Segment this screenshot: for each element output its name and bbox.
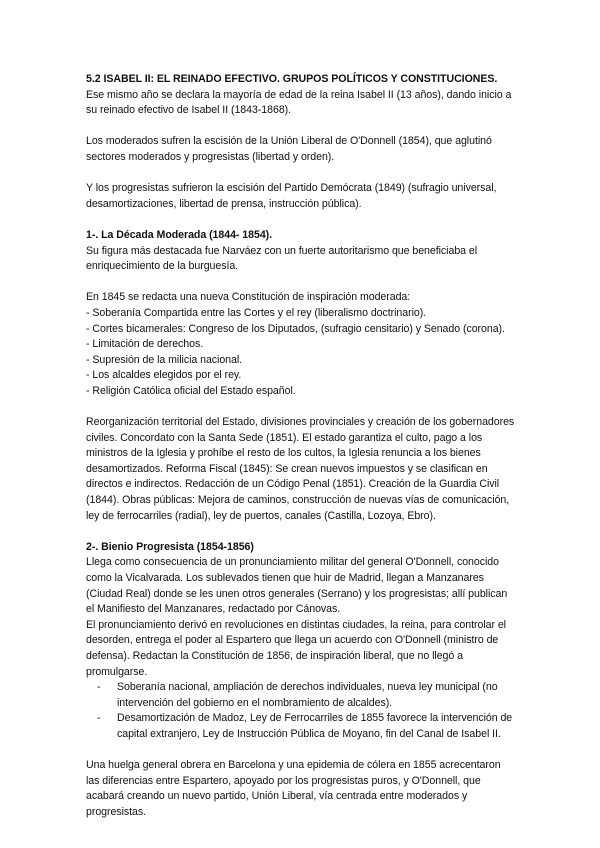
bullet-dash: - [97,712,101,725]
text-line: intervención del gobierno en el nombramiento de alcaldes). [117,696,393,709]
text-line: sectores moderados y progresistas (libertad y orden). [86,150,335,163]
text-line: progresistas. [86,805,146,818]
text-line: ministros de la Iglesia y prohíbe el resto de los cultos, la Iglesia renuncia a los bienes [86,447,481,460]
heading-text: 2-. Bienio Progresista (1854-1856) [86,540,254,553]
text-line: (1844). Obras públicas: Mejora de caminos, construcción de nuevas vías de comunicación, [86,494,510,507]
progresistas-paragraph [86,181,546,212]
text-line: Llega como consecuencia de un pronunciamiento militar del general O'Donnell, conocido [86,556,499,569]
text-line: Reorganización territorial del Estado, divisiones provinciales y creación de los gobernadores [86,416,515,429]
text-line: Su figura más destacada fue Narváez con un fuerte autoritarismo que beneficiaba el [86,244,478,257]
text-line: defensa). Redactan la Constitución de 1856, de inspiración liberal, que no llegó a [86,649,463,662]
text-line: como la Vicalvarada. Los sublevados tienen que huir de Madrid, llegan a Manzanares [86,572,484,584]
text-line: desorden, entrega el poder al Espartero que llega un acuerdo con O'Donnell (ministro de [86,634,499,647]
vicalvarada-paragraph [86,555,546,680]
text-line: - Limitación de derechos. [86,338,204,351]
heading-text: 5.2 ISABEL II: EL REINADO EFECTIVO. GRUPOS POLÍTICOS Y CONSTITUCIONES. [86,73,498,85]
huelga-paragraph [86,758,546,820]
subsection-heading-decada-moderada [86,228,546,244]
heading-text: 1-. La Década Moderada (1844- 1854). [86,228,273,241]
text-line: capital extranjero, Ley de Instrucción Pública de Moyano, fin del Canal de Isabel II. [117,727,501,740]
text-line: Ese mismo año se declara la mayoría de edad de la reina Isabel II (13 años), dando inicio a [86,88,512,101]
text-line: desamortizados. Reforma Fiscal (1845): Se crean nuevos impuestos y se clasifican en [86,462,488,475]
bullet-soberania-nacional [86,680,546,711]
narvaez-paragraph [86,244,546,275]
section-title [86,72,546,88]
text-line: el Manifiesto del Manzanares, redactado por Cánovas. [86,603,341,616]
constitucion-1845-list [86,290,546,399]
text-line: Y los progresistas sufrieron la escisión del Partido Demócrata (1849) (sufragio universal, [86,182,497,195]
moderados-paragraph [86,134,546,165]
blank-line [86,743,546,759]
text-line: ley de ferrocarriles (radial), ley de puertos, canales (Castilla, Lozoya, Ebro). [86,509,436,522]
blank-line [86,399,546,415]
text-line: (Ciudad Real) donde se les unen otros generales (Serrano) y los progresistas; allí publican [86,587,508,600]
blank-line [86,275,546,291]
text-line: Desamortización de Madoz, Ley de Ferrocarriles de 1855 favorece la intervención de [117,712,513,725]
document-page [86,72,546,821]
text-line: enriquecimiento de la burguesía. [86,260,239,273]
text-line: Los moderados sufren la escisión de la Unión Liberal de O'Donnell (1854), que aglutinó [86,135,492,148]
text-line: - Los alcaldes elegidos por el rey. [86,369,242,382]
text-line: civiles. Concordato con la Santa Sede (1851). El estado garantiza el culto, pago a los [86,431,483,444]
text-line: - Supresión de la milicia nacional. [86,353,243,366]
blank-line [86,212,546,228]
text-line: las diferencias entre Espartero, apoyado por los progresistas puros, y O'Donnell, que [86,774,481,787]
text-line: directos e indirectos. Redacción de un Código Penal (1851). Creación de la Guardia Civil [86,478,500,491]
blank-line [86,119,546,135]
text-line: - Religión Católica oficial del Estado español. [86,384,296,397]
intro-paragraph [86,88,546,119]
reorganizacion-paragraph [86,415,546,524]
text-line: Soberanía nacional, ampliación de derechos individuales, nueva ley municipal (no [117,681,498,694]
text-line: desamortizaciones, libertad de prensa, instrucción pública). [86,197,362,210]
blank-line [86,166,546,182]
blank-line [86,524,546,540]
bullet-dash: - [97,681,101,694]
text-line: promulgarse. [86,665,148,678]
text-line: Una huelga general obrera en Barcelona y una epidemia de cólera en 1855 acrecentaron [86,759,501,772]
text-line: El pronunciamiento derivó en revoluciones en distintas ciudades, la reina, para controlar el [86,618,506,631]
bullet-desamortizacion-madoz [86,711,546,742]
text-line: acabará creando un nuevo partido, Unión Liberal, vía centrada entre moderados y [86,790,468,803]
text-line: En 1845 se redacta una nueva Constitución de inspiración moderada: [86,291,411,304]
text-line: - Soberanía Compartida entre las Cortes y el rey (liberalismo doctrinario). [86,306,427,319]
text-line: - Cortes bicamerales: Congreso de los Diputados, (sufragio censitario) y Senado (corona). [86,322,505,335]
subsection-heading-bienio-progresista [86,540,546,556]
text-line: su reinado efectivo de Isabel II (1843-1868). [86,104,292,117]
